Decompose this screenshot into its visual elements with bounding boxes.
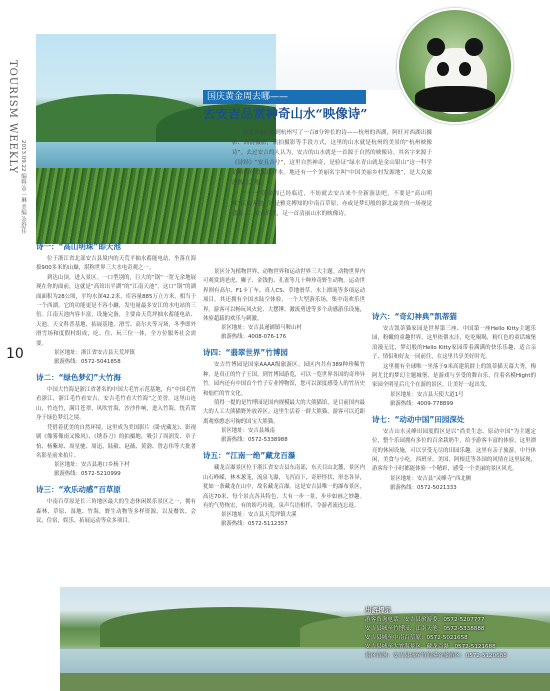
panda-ear (465, 38, 483, 56)
column-middle (203, 268, 365, 529)
section-paragraph: 这里拥有全球唯一坐落于9米高建筑群上的凯蒂猫天幕大秀，梅阿尤比的梦幻主题城堡，是游戏与享受的舞台乐，往着名模Hight的家园全明星后几个在游的景区，让美好一起出发。 (372, 363, 536, 389)
section-paragraph: 藏龙百瀑景区位于浙江省安吉县东南部，东天目山北麓，景区内山石峥嵘，林木葱茏，流泉飞瀑，飞泻而下，奇形怪状、形态各异，犹如一条藏龙在山中，故名藏龙百瀑。这是安吉县唯一的瀑布景区，高达70米，每个景点各具特色，大有一步一景，步步如画之妙趣。有的气势恢宏，有的娇巧玲珑，泉声鸟语相伴，令游者流连忘返。 (203, 465, 365, 509)
panda-photo (397, 8, 513, 124)
panda-arm (415, 86, 495, 112)
section-paragraph: 中国大竹海是浙江省著名的中国大毛竹示范基地，有“中国毛竹看浙江，浙江毛竹看安吉，安吉毛竹看大竹海”之美誉。这里山连山，竹连竹，满目苍翠，风吹竹海，沙沙作响，进入竹海，恍若置身于绿色梦幻之境。 (36, 387, 196, 422)
section-title: 诗五：“江南一绝”藏龙百瀑 (203, 451, 296, 461)
travel-tips-box (365, 606, 545, 661)
panda-eye (459, 62, 471, 76)
section-paragraph: 值得一提的是竹博园是国内规模最大的大熊猫馆，是目前国内最大的人工大熊猫野外放养区。这里生活着一群大熊猫，游客可以近距离观察憨态可掬的国宝大熊猫。 (203, 400, 365, 425)
section-address: 景区地址：安吉县天使大道1号 (390, 391, 464, 398)
tip-line: 游客咨询电话：安吉县旅游委：0572-5207777 (365, 617, 485, 623)
tip-line: 安吉县城至中南百草原：0572-5021658 (365, 635, 468, 641)
magazine-brand: TOURISM WEEKLY (7, 60, 18, 174)
section-title: 诗四：“翡翠世界”竹博园 (203, 348, 288, 358)
section-phone: 旅游热线：4009-778899 (390, 400, 454, 407)
section-title: 诗六：“奇幻神典”凯蒂猫 (372, 312, 457, 321)
section-paragraph: 中南百草原是长三角地区最大的生态休闲娱乐景区之一，拥有森林、草原、湿地、竹海，野生动物等多样资源，以及餐饮、会议、住宿，娱乐、拓展运动等众多项目。 (36, 499, 196, 525)
section-address: 景区地址：安吉县城南 (221, 428, 275, 435)
section-title: 诗一：“高山明珠”即天池 (36, 242, 121, 251)
section-paragraph: 安吉凯蒂猫家园是世界第三座、中国第一座Hello Kitty主题乐园，粉嫩的童趣世界，这里依偎水洼，吃吃喝喝，粉红色的童话城堡浪漫无比，梦幻般的Hello Kitty家园带着满满的快乐乐趣，适合亲子、情侣和好友一同前往，在这里共享美好时光。 (372, 326, 536, 361)
section-phone: 旅游热线：0572-5021333 (390, 484, 457, 491)
sky-area (276, 34, 416, 90)
section-paragraph: 到达山顶，进入景区。一口型别的，巨大的“锅”一宽无余地展现在你的面前，这就是“高耸出平湖”的“江南天池”。这口“锅”的湖面面积为28公顷，平均水深42.2米，库容量885万立方米，相当于一个西湖，它的功能更是不容小觑，发电量最多安江的水电站的三倍。江南天池内容丰富，设施完备，主要由天荒坪抽水蓄能电站、天池、天文科普基地、拓展基地、滑雪、高尔夫等习场，冬季即外滑雪场和度假村组成，吃、住、玩三位一体，全方位服务社会需要。 (36, 274, 196, 347)
section-paragraph: 位于浙江省北部安吉县境内的天荒平抽水蓄能电站，坐落在海拔900多米的山巅，堪称世界三大水电奇观之一。 (36, 256, 196, 272)
panda-eye (437, 62, 449, 76)
page-number: 10 (6, 346, 24, 362)
tip-line: 安吉县城至大竹海景区、藏龙百瀑：0572-5121688 (365, 644, 496, 650)
panda-ear (427, 38, 445, 56)
article-intro (232, 128, 432, 220)
section-phone: 旅游热线：0572-5112357 (221, 521, 288, 528)
section-paragraph: 安吉山水灵峰田园度假区是以“尚美生态、原动中国”为主题定位，整个乐园拥有多位的百余栽奶牛，给予游客丰富的体验，这里漂亮的休闲设施，可以享受无尽的田园乐趣。这里有亲子旅游，中丹休闲，美食与小吃。西班牙、美国、阿根廷等各国的风情在这里展现，游客每个小时都能体验一个精彩，感受一个美丽的景区风光。 (372, 428, 536, 473)
landscape-shore (60, 673, 550, 691)
section-phone: 旅游热线：4008-076-176 (221, 334, 287, 341)
intro-paragraph: “十一”黄金周已经临近，不妨就去安吉来个全新游法吧，不要是“高山明珠”江南天池，还是雅竞搏知的中南百草原，亦或是梦幻般的浙北最美的一场视觉盛宴……安吉的美，足一首清丽山水的映像诗。 (232, 191, 432, 217)
section-phone: 旅游热线：0572-5210999 (54, 471, 121, 478)
section-address: 景区地址：安吉县“灵峰寺”西北侧 (390, 475, 472, 482)
section-paragraph: 凭借着优美的自然环境，这里成为美国影片《卧虎藏龙》、影视剧《像雾像雨又像风》、《绣春刀》的拍摄地，吸引了周润发、章子怡、杨紫琼、周星驰、周迅、陆毅、赵薇、黄渤、曾志伟等大批著名影星前来拍片。 (36, 424, 196, 459)
tip-line: 安吉县城至竹博园、江南天池：0572-5338888 (365, 626, 485, 632)
section-phone: 旅游热线：0572-5041858 (54, 359, 121, 366)
column-right (372, 306, 536, 493)
section-title: 诗七：“动动中国”田园深处 (372, 414, 465, 424)
issue-meta: 2013.09.22 编辑:章一琳 美编:金舒佳 (20, 140, 26, 234)
article-title: 去安吉品赏神奇山水“映像诗” (203, 106, 368, 121)
section-address: 景区地址：安吉县天荒坪镇大溪 (221, 512, 297, 519)
section-address: 景区地址：安吉县递铺镇马鞍山村 (221, 325, 302, 332)
section-address: 景区地址：浙江省安吉县天荒坪镇 (54, 350, 135, 357)
intro-paragraph: 如果你5年前到杭州写了一百8分钟长的诗——杭州的西湖，阿旺对西湖出摄影、高清摄影，航拍摄影等手段方式，这里的山水就是杭州的美景的“杭州映像诗”。去过安吉的人认为，安吉的山水就是一首源于自然的映像诗。其名字来源于《诗经》“安且吉兮”，这里自然神奇，是验证“绿水青山就是金山银山”这一科学论断的有效实践样本。地还有一个美丽名字叫“中国美丽乡村发源地”，是大众旅游热门之地。 (232, 130, 432, 186)
tips-title: 出游提示 (365, 606, 391, 614)
title-kicker: 国庆黄金周去哪—— (203, 90, 366, 104)
section-title: 诗二：“绿色梦幻”大竹海 (36, 373, 121, 383)
column-left (36, 236, 196, 527)
section-phone: 旅游热线：0572-5338988 (221, 437, 288, 444)
section-title: 诗三：“欢乐动感”百草原 (36, 485, 121, 495)
section-paragraph: 景区分为植物世界、动物世界和运动世界三大主题。动物世界内可观赏到老虎、狮子、金钱豹、孔雀等几十种珍奇野生动物。运动世界则有高尔、F1卡丁车、真人CS、草地滑草、水上漂流等多项运动项目。其还拥有全国水陆空体验，一个大型游乐场，集中南欢乐世界。游客可以畅玩风火轮、大摆锤、激流勇进等多个动感游乐设施，体验超载的欢乐与刺激。 (203, 269, 365, 323)
tip-line: 景区咨询：安吉县城至竹海溪谷旅游区：0572-5120688 (365, 653, 507, 659)
section-address: 景区地址：安吉县港口乡杨下村 (54, 462, 130, 469)
section-paragraph: 安吉竹博园是国家AAAA级旅游区。园区内共有389种珍稀竹种，是真正的竹子王国。到竹博园游览，可以一览世界各国的奇珍异竹。园内还有中国首个竹子专业博物馆，您可以深度感受人的竹历史和灿烂的竹文化。 (203, 362, 365, 397)
